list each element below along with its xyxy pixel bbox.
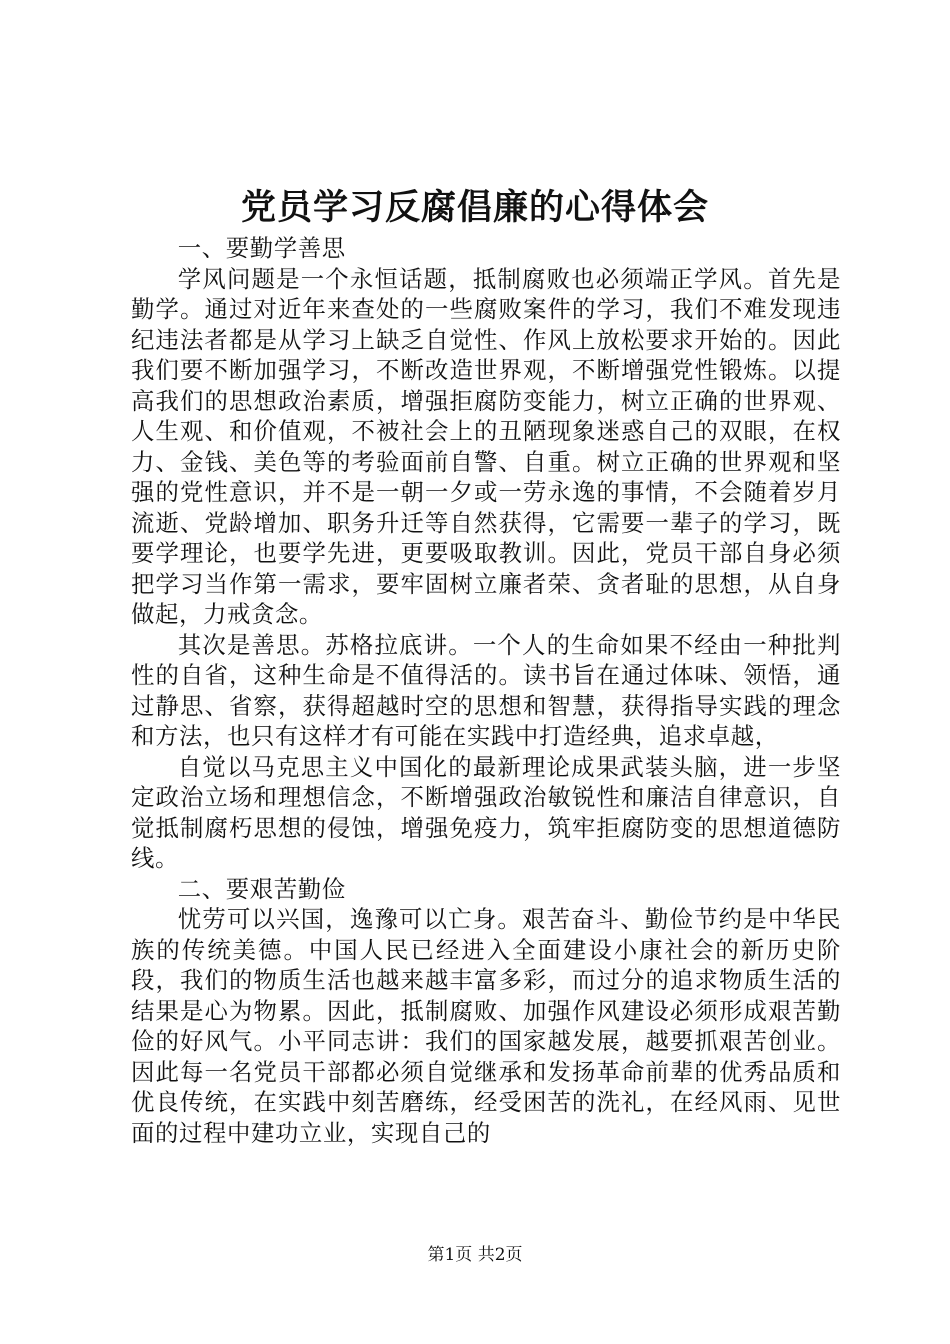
paragraph: 忧劳可以兴国，逸豫可以亡身。艰苦奋斗、勤俭节约是中华民族的传统美德。中国人民已经进入全面建设小康社会的新历史阶段，我们的物质生活也越来越丰富多彩，而过分的追求物质生活的结果是心为物累。因此，抵制腐败、加强作风建设必须形成艰苦勤俭的好风气。小平同志讲：我们的国家越发展，越要抓艰苦创业。因此每一名党员干部都必须自觉继承和发扬革命前辈的优秀品质和优良传统，在实践中刻苦磨练，经受困苦的洗礼，在经风雨、见世面的过程中建功立业，实现自己的: [131, 905, 841, 1147]
section-heading-1: 一、要勤学善思: [177, 234, 346, 262]
paragraph: 其次是善思。苏格拉底讲。一个人的生命如果不经由一种批判性的自省，这种生命是不值得活的。读书旨在通过体味、领悟，通过静思、省察，获得超越时空的思想和智慧，获得指导实践的理念和方法，也只有这样才有可能在实践中打造经典，追求卓越，: [131, 630, 841, 750]
page-footer: 第1页 共2页: [427, 1245, 523, 1265]
document-body: [131, 233, 841, 1148]
paragraph: 学风问题是一个永恒话题，抵制腐败也必须端正学风。首先是勤学。通过对近年来查处的一些腐败案件的学习，我们不难发现违纪违法者都是从学习上缺乏自觉性、作风上放松要求开始的。因此我们要不断加强学习，不断改造世界观，不断增强党性锻炼。以提高我们的思想政治素质，增强拒腐防变能力，树立正确的世界观、人生观、和价值观，不被社会上的丑陋现象迷惑自己的双眼，在权力、金钱、美色等的考验面前自警、自重。树立正确的世界观和坚强的党性意识，并不是一朝一夕或一劳永逸的事情，不会随着岁月流逝、党龄增加、职务升迁等自然获得，它需要一辈子的学习，既要学理论，也要学先进，更要吸取教训。因此，党员干部自身必须把学习当作第一需求，要牢固树立廉者荣、贪者耻的思想，从自身做起，力戒贪念。: [131, 264, 841, 628]
paragraph: 自觉以马克思主义中国化的最新理论成果武装头脑，进一步坚定政治立场和理想信念，不断增强政治敏锐性和廉洁自律意识，自觉抵制腐朽思想的侵蚀，增强免疫力，筑牢拒腐防变的思想道德防线。: [131, 752, 841, 872]
document-title: 党员学习反腐倡廉的心得体会: [240, 187, 709, 228]
section-heading-2: 二、要艰苦勤俭: [177, 874, 346, 903]
